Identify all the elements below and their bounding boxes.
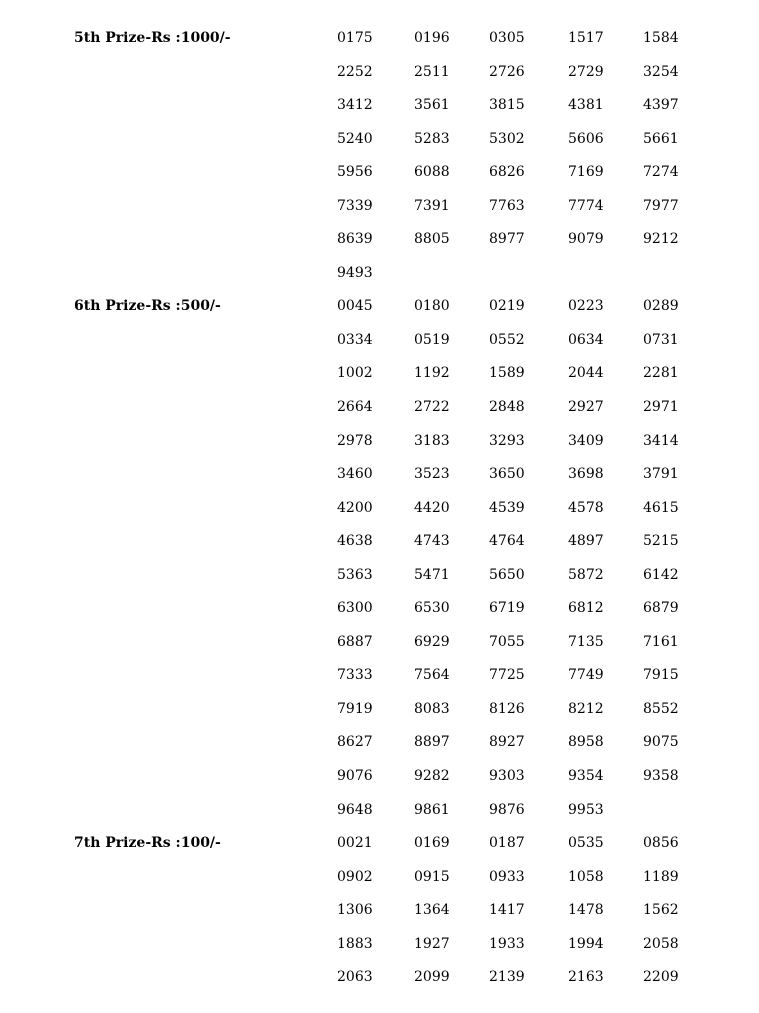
number-row — [0, 525, 759, 559]
ticket-number: 9648 — [337, 801, 373, 818]
ticket-number: 0902 — [337, 868, 373, 885]
number-row — [0, 290, 759, 324]
ticket-number: 2848 — [489, 399, 525, 416]
ticket-number: 1584 — [643, 30, 679, 46]
ticket-number: 0223 — [568, 298, 604, 315]
number-row — [0, 693, 759, 727]
prize-section — [0, 827, 759, 995]
ticket-number: 0305 — [489, 30, 525, 46]
number-row — [0, 391, 759, 425]
ticket-number: 4200 — [337, 499, 373, 516]
ticket-number: 7161 — [643, 633, 679, 650]
ticket-number: 8126 — [489, 700, 525, 717]
ticket-number: 2664 — [337, 399, 373, 416]
ticket-number: 7333 — [337, 667, 373, 684]
ticket-number: 7725 — [489, 667, 525, 684]
ticket-number: 8552 — [643, 700, 679, 717]
ticket-number: 6142 — [643, 566, 679, 583]
ticket-number: 0915 — [414, 868, 450, 885]
ticket-number: 7749 — [568, 667, 604, 684]
ticket-number: 9876 — [489, 801, 525, 818]
ticket-number: 8927 — [489, 734, 525, 751]
ticket-number: 4578 — [568, 499, 604, 516]
prize-title: 7th Prize-Rs :100/- — [74, 835, 221, 852]
ticket-number: 8627 — [337, 734, 373, 751]
ticket-number: 7915 — [643, 667, 679, 684]
number-row — [0, 156, 759, 190]
number-row — [0, 928, 759, 962]
ticket-number: 0289 — [643, 298, 679, 315]
number-row — [0, 190, 759, 224]
ticket-number: 0219 — [489, 298, 525, 315]
ticket-number: 3523 — [414, 466, 450, 483]
ticket-number: 1417 — [489, 902, 525, 919]
ticket-number: 3183 — [414, 432, 450, 449]
ticket-number: 9212 — [643, 231, 679, 248]
ticket-number: 8212 — [568, 700, 604, 717]
ticket-number: 1589 — [489, 365, 525, 382]
ticket-number: 1189 — [643, 868, 679, 885]
ticket-number: 7339 — [337, 197, 373, 214]
ticket-number: 0519 — [414, 331, 450, 348]
ticket-number: 5302 — [489, 130, 525, 147]
ticket-number: 4539 — [489, 499, 525, 516]
ticket-number: 9075 — [643, 734, 679, 751]
ticket-number: 0856 — [643, 835, 679, 852]
ticket-number: 7055 — [489, 633, 525, 650]
ticket-number: 4615 — [643, 499, 679, 516]
ticket-number: 3414 — [643, 432, 679, 449]
ticket-number: 2281 — [643, 365, 679, 382]
ticket-number: 3460 — [337, 466, 373, 483]
ticket-number: 6719 — [489, 600, 525, 617]
ticket-number: 9076 — [337, 768, 373, 785]
number-row — [0, 827, 759, 861]
number-row — [0, 894, 759, 928]
ticket-number: 5215 — [643, 533, 679, 550]
ticket-number: 7977 — [643, 197, 679, 214]
ticket-number: 5606 — [568, 130, 604, 147]
ticket-number: 0731 — [643, 331, 679, 348]
number-row — [0, 458, 759, 492]
prize-results-sheet — [0, 22, 759, 995]
ticket-number: 3412 — [337, 97, 373, 114]
ticket-number: 6887 — [337, 633, 373, 650]
prize-title: 5th Prize-Rs :1000/- — [74, 30, 231, 46]
ticket-number: 2971 — [643, 399, 679, 416]
ticket-number: 2511 — [414, 63, 450, 80]
ticket-number: 1058 — [568, 868, 604, 885]
ticket-number: 1927 — [414, 935, 450, 952]
ticket-number: 8977 — [489, 231, 525, 248]
ticket-number: 1883 — [337, 935, 373, 952]
ticket-number: 5661 — [643, 130, 679, 147]
ticket-number: 4381 — [568, 97, 604, 114]
ticket-number: 9303 — [489, 768, 525, 785]
ticket-number: 0196 — [414, 30, 450, 46]
ticket-number: 4743 — [414, 533, 450, 550]
ticket-number: 9493 — [337, 264, 373, 281]
ticket-number: 0334 — [337, 331, 373, 348]
prize-title: 6th Prize-Rs :500/- — [74, 298, 221, 315]
ticket-number: 2063 — [337, 969, 373, 986]
ticket-number: 0045 — [337, 298, 373, 315]
ticket-number: 7774 — [568, 197, 604, 214]
ticket-number: 3409 — [568, 432, 604, 449]
ticket-number: 5956 — [337, 164, 373, 181]
ticket-number: 2099 — [414, 969, 450, 986]
ticket-number: 1478 — [568, 902, 604, 919]
number-row — [0, 794, 759, 828]
ticket-number: 4397 — [643, 97, 679, 114]
number-row — [0, 257, 759, 291]
ticket-number: 1933 — [489, 935, 525, 952]
ticket-number: 6300 — [337, 600, 373, 617]
ticket-number: 4420 — [414, 499, 450, 516]
ticket-number: 1994 — [568, 935, 604, 952]
ticket-number: 5872 — [568, 566, 604, 583]
ticket-number: 8083 — [414, 700, 450, 717]
number-row — [0, 123, 759, 157]
ticket-number: 4638 — [337, 533, 373, 550]
ticket-number: 3698 — [568, 466, 604, 483]
number-row — [0, 961, 759, 995]
ticket-number: 2722 — [414, 399, 450, 416]
ticket-number: 1192 — [414, 365, 450, 382]
ticket-number: 6530 — [414, 600, 450, 617]
number-row — [0, 760, 759, 794]
ticket-number: 2163 — [568, 969, 604, 986]
ticket-number: 9861 — [414, 801, 450, 818]
ticket-number: 3815 — [489, 97, 525, 114]
ticket-number: 7274 — [643, 164, 679, 181]
number-row — [0, 56, 759, 90]
ticket-number: 5283 — [414, 130, 450, 147]
ticket-number: 1562 — [643, 902, 679, 919]
ticket-number: 2726 — [489, 63, 525, 80]
ticket-number: 6088 — [414, 164, 450, 181]
ticket-number: 4897 — [568, 533, 604, 550]
number-row — [0, 22, 759, 56]
number-row — [0, 324, 759, 358]
ticket-number: 2252 — [337, 63, 373, 80]
ticket-number: 2927 — [568, 399, 604, 416]
ticket-number: 9079 — [568, 231, 604, 248]
ticket-number: 2139 — [489, 969, 525, 986]
ticket-number: 7564 — [414, 667, 450, 684]
ticket-number: 0535 — [568, 835, 604, 852]
ticket-number: 1306 — [337, 902, 373, 919]
ticket-number: 6929 — [414, 633, 450, 650]
ticket-number: 0552 — [489, 331, 525, 348]
ticket-number: 5650 — [489, 566, 525, 583]
ticket-number: 3791 — [643, 466, 679, 483]
ticket-number: 0021 — [337, 835, 373, 852]
number-row — [0, 89, 759, 123]
number-row — [0, 861, 759, 895]
number-row — [0, 559, 759, 593]
ticket-number: 3254 — [643, 63, 679, 80]
ticket-number: 7169 — [568, 164, 604, 181]
ticket-number: 4764 — [489, 533, 525, 550]
ticket-number: 0169 — [414, 835, 450, 852]
ticket-number: 1517 — [568, 30, 604, 46]
ticket-number: 5363 — [337, 566, 373, 583]
ticket-number: 5471 — [414, 566, 450, 583]
number-row — [0, 223, 759, 257]
ticket-number: 2729 — [568, 63, 604, 80]
ticket-number: 6812 — [568, 600, 604, 617]
prize-section — [0, 22, 759, 290]
ticket-number: 0180 — [414, 298, 450, 315]
ticket-number: 8639 — [337, 231, 373, 248]
ticket-number: 8805 — [414, 231, 450, 248]
ticket-number: 0634 — [568, 331, 604, 348]
ticket-number: 6826 — [489, 164, 525, 181]
ticket-number: 9282 — [414, 768, 450, 785]
ticket-number: 0175 — [337, 30, 373, 46]
ticket-number: 3293 — [489, 432, 525, 449]
ticket-number: 1002 — [337, 365, 373, 382]
ticket-number: 2978 — [337, 432, 373, 449]
ticket-number: 1364 — [414, 902, 450, 919]
ticket-number: 9354 — [568, 768, 604, 785]
number-row — [0, 357, 759, 391]
number-row — [0, 592, 759, 626]
ticket-number: 8958 — [568, 734, 604, 751]
ticket-number: 7391 — [414, 197, 450, 214]
number-row — [0, 425, 759, 459]
ticket-number: 5240 — [337, 130, 373, 147]
ticket-number: 2058 — [643, 935, 679, 952]
ticket-number: 9953 — [568, 801, 604, 818]
ticket-number: 7135 — [568, 633, 604, 650]
ticket-number: 3650 — [489, 466, 525, 483]
ticket-number: 2044 — [568, 365, 604, 382]
ticket-number: 8897 — [414, 734, 450, 751]
number-row — [0, 726, 759, 760]
ticket-number: 7763 — [489, 197, 525, 214]
prize-section — [0, 290, 759, 827]
ticket-number: 3561 — [414, 97, 450, 114]
number-row — [0, 626, 759, 660]
ticket-number: 0933 — [489, 868, 525, 885]
ticket-number: 7919 — [337, 700, 373, 717]
number-row — [0, 659, 759, 693]
ticket-number: 6879 — [643, 600, 679, 617]
ticket-number: 9358 — [643, 768, 679, 785]
ticket-number: 0187 — [489, 835, 525, 852]
number-row — [0, 492, 759, 526]
ticket-number: 2209 — [643, 969, 679, 986]
